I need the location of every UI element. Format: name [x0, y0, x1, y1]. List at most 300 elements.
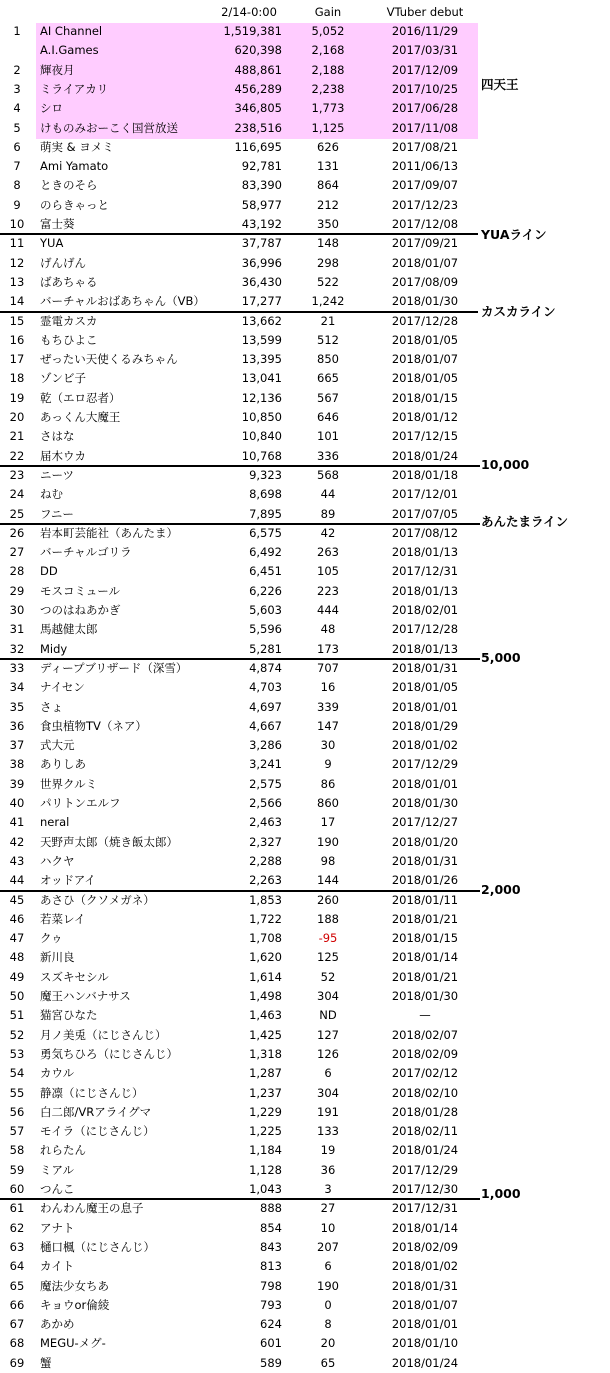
debut-cell: 2017/08/09 — [391, 274, 459, 289]
rank-cell: 31 — [9, 622, 25, 637]
debut-cell: 2018/01/26 — [391, 873, 459, 888]
rank-cell: 16 — [9, 332, 25, 347]
debut-cell: 2018/01/31 — [391, 853, 459, 868]
debut-cell: 2018/01/01 — [391, 776, 459, 791]
subscribers-cell: 83,390 — [241, 178, 282, 193]
subscribers-cell: 854 — [260, 1220, 282, 1235]
subscribers-cell: 7,895 — [249, 506, 282, 521]
rank-cell: 21 — [9, 429, 25, 444]
gain-cell: 65 — [320, 1355, 336, 1370]
name-cell: MEGU-メグ- — [40, 1336, 106, 1351]
subscribers-cell: 37,787 — [241, 236, 282, 251]
marker-label: 10,000 — [481, 457, 530, 472]
name-cell: つのはねあかぎ — [40, 603, 121, 617]
debut-cell: 2017/03/31 — [391, 43, 459, 58]
gain-cell: 188 — [317, 911, 339, 926]
gain-cell: 125 — [317, 950, 339, 965]
debut-cell: 2018/02/10 — [391, 1085, 459, 1100]
marker-label: 5,000 — [481, 650, 521, 665]
rank-cell: 67 — [9, 1317, 25, 1332]
gain-cell: 1,242 — [311, 294, 345, 309]
subscribers-cell: 6,492 — [249, 545, 282, 560]
name-cell: れらたん — [40, 1143, 86, 1158]
divider-line — [0, 311, 478, 313]
gain-cell: 20 — [320, 1336, 336, 1351]
gain-cell: 190 — [317, 1278, 339, 1293]
rank-cell: 5 — [13, 120, 21, 135]
rank-cell: 36 — [9, 718, 25, 733]
rank-cell: 41 — [9, 815, 25, 830]
name-cell: 萌実 & ヨメミ — [40, 139, 114, 154]
name-cell: オッドアイ — [40, 873, 96, 888]
rank-cell: 56 — [9, 1104, 25, 1119]
gain-cell: 646 — [317, 410, 339, 424]
subscribers-cell: 1,225 — [249, 1124, 282, 1139]
name-cell: Ami Yamato — [40, 159, 109, 174]
gain-cell: 5,052 — [311, 24, 345, 38]
name-cell: 世界クルミ — [40, 776, 98, 791]
rank-cell: 64 — [9, 1259, 25, 1274]
subscribers-cell: 1,498 — [249, 989, 282, 1003]
gain-cell: 44 — [320, 487, 336, 502]
debut-cell: 2018/01/02 — [391, 738, 459, 753]
name-cell: 猫宮ひなた — [40, 1008, 98, 1023]
gain-cell: 2,168 — [311, 43, 345, 58]
subscribers-cell: 1,184 — [249, 1143, 282, 1158]
name-cell: 輝夜月 — [40, 62, 75, 77]
debut-cell: 2018/01/30 — [391, 796, 459, 810]
rank-cell: 69 — [9, 1355, 25, 1370]
rank-cell: 38 — [9, 757, 25, 772]
rank-cell: 8 — [13, 178, 21, 193]
gain-cell: 512 — [317, 332, 339, 347]
debut-cell: 2018/01/30 — [391, 294, 459, 309]
name-cell: 勇気ちひろ（にじさんじ） — [40, 1046, 178, 1061]
gain-cell: 665 — [317, 371, 339, 386]
name-cell: DD — [40, 564, 58, 579]
name-cell: わんわん魔王の息子 — [40, 1201, 144, 1216]
gain-cell: 17 — [320, 815, 336, 830]
subscribers-cell: 3,286 — [249, 738, 282, 753]
name-cell: ねむ — [40, 487, 63, 502]
rank-cell: 44 — [9, 873, 25, 888]
subscribers-cell: 1,425 — [249, 1027, 282, 1042]
name-cell: ゾンビ子 — [40, 371, 86, 386]
rank-cell — [4, 41, 30, 60]
debut-cell: 2018/01/31 — [391, 1278, 459, 1293]
subscribers-cell: 1,229 — [249, 1104, 282, 1119]
subscribers-cell: 1,237 — [249, 1085, 282, 1100]
gain-cell: 567 — [317, 390, 339, 405]
subscribers-cell: 4,874 — [249, 660, 282, 675]
gain-cell: 10 — [320, 1220, 336, 1235]
debut-cell: 2018/01/21 — [391, 911, 459, 926]
name-cell: 静凛（にじさんじ） — [40, 1085, 144, 1100]
subscribers-cell: 2,575 — [249, 776, 282, 791]
debut-cell: 2017/09/21 — [391, 236, 459, 251]
name-cell: ぜったい天使くるみちゃん — [40, 352, 178, 367]
gain-cell: 21 — [320, 313, 336, 328]
name-cell: 白二郎/VRアライグマ — [40, 1104, 152, 1119]
rank-cell: 17 — [9, 352, 25, 367]
rank-cell: 29 — [9, 583, 25, 598]
debut-cell: 2017/02/12 — [391, 1066, 459, 1081]
rank-cell: 54 — [9, 1066, 25, 1081]
debut-cell: 2017/12/01 — [391, 487, 459, 502]
debut-cell: 2017/08/12 — [391, 525, 459, 540]
debut-cell: 2018/01/01 — [391, 1317, 459, 1332]
rank-cell: 68 — [9, 1336, 25, 1351]
rank-cell: 46 — [9, 911, 25, 926]
gain-cell: 98 — [320, 853, 336, 868]
subscribers-cell: 346,805 — [234, 101, 282, 116]
subscribers-cell: 6,226 — [249, 583, 282, 598]
gain-cell: 350 — [317, 217, 339, 231]
name-cell: 若菜レイ — [40, 911, 86, 926]
debut-cell: 2018/01/10 — [391, 1336, 459, 1351]
subscribers-cell: 2,288 — [249, 853, 282, 868]
debut-cell: 2018/02/01 — [391, 603, 459, 617]
rank-cell: 45 — [9, 892, 25, 907]
subscribers-cell: 620,398 — [234, 43, 282, 58]
gain-cell: 30 — [320, 738, 336, 753]
debut-cell: 2018/01/14 — [391, 950, 459, 965]
name-cell: シロ — [40, 101, 63, 116]
rank-cell: 50 — [9, 989, 25, 1003]
subscribers-cell: 1,318 — [249, 1046, 282, 1061]
name-cell: ナイセン — [40, 680, 85, 695]
subscribers-cell: 2,463 — [249, 815, 282, 830]
subscribers-cell: 4,667 — [249, 718, 282, 733]
rank-cell: 32 — [9, 641, 25, 656]
debut-cell: 2018/01/15 — [391, 390, 459, 405]
gain-cell: 27 — [320, 1201, 336, 1216]
debut-cell: 2018/01/24 — [391, 1143, 459, 1158]
subscribers-cell: 17,277 — [241, 294, 282, 309]
debut-cell: 2018/01/07 — [391, 255, 459, 270]
gain-cell: 52 — [320, 969, 336, 984]
name-cell: ときのそら — [40, 178, 98, 193]
gain-cell: 19 — [320, 1143, 336, 1158]
gain-cell: 1,773 — [311, 101, 345, 116]
name-cell: A.I.Games — [40, 43, 99, 58]
debut-cell: 2018/01/12 — [391, 410, 459, 424]
marker-label: 1,000 — [481, 1186, 521, 1201]
gain-cell: 16 — [320, 680, 336, 695]
gain-cell: 127 — [317, 1027, 339, 1042]
rank-cell: 37 — [9, 738, 25, 753]
name-cell: バーチャルおばあちゃん（VB） — [40, 294, 205, 309]
name-cell: スズキセシル — [40, 969, 109, 984]
rank-cell: 49 — [9, 969, 25, 984]
rank-cell: 20 — [9, 410, 25, 424]
debut-cell: 2017/12/30 — [391, 1182, 459, 1196]
debut-cell: 2017/10/25 — [391, 81, 459, 96]
debut-cell: 2018/01/01 — [391, 699, 459, 714]
gain-cell: 2,188 — [311, 62, 345, 77]
debut-cell: 2017/08/21 — [391, 139, 459, 154]
name-cell: 届木ウカ — [40, 448, 86, 463]
name-cell: 食虫植物TV（ネア） — [40, 718, 147, 733]
gain-cell: 1,125 — [311, 120, 345, 135]
rank-cell: 23 — [9, 467, 25, 482]
name-cell: 樋口楓（にじさんじ） — [40, 1239, 155, 1254]
rank-cell: 4 — [13, 101, 21, 116]
debut-cell: 2017/12/29 — [391, 1162, 459, 1177]
debut-cell: 2018/01/30 — [391, 989, 459, 1003]
gain-cell: 850 — [317, 352, 339, 367]
subscribers-cell: 456,289 — [234, 81, 282, 96]
gain-cell: 133 — [317, 1124, 339, 1139]
name-cell: 魔王ハンバナサス — [40, 989, 131, 1003]
subscribers-cell: 843 — [260, 1239, 282, 1254]
subscribers-cell: 4,703 — [249, 680, 282, 695]
divider-line — [0, 523, 480, 525]
rank-cell: 19 — [9, 390, 25, 405]
debut-cell: 2018/02/07 — [391, 1027, 459, 1042]
gain-cell: 131 — [317, 159, 339, 174]
subscribers-cell: 5,281 — [249, 641, 282, 656]
subscribers-cell: 10,840 — [241, 429, 282, 444]
gain-cell: 147 — [317, 718, 339, 733]
gain-cell: 212 — [317, 197, 339, 212]
rank-cell: 24 — [9, 487, 25, 502]
gain-cell: 148 — [317, 236, 339, 251]
subscribers-cell: 793 — [260, 1297, 282, 1312]
debut-cell: 2018/01/14 — [391, 1220, 459, 1235]
rank-cell: 34 — [9, 680, 25, 695]
rank-cell: 14 — [9, 294, 25, 309]
debut-cell: 2018/01/20 — [391, 834, 459, 849]
name-cell: つんこ — [40, 1182, 75, 1196]
gain-cell: 191 — [317, 1104, 339, 1119]
name-cell: けものみおーこく国営放送 — [40, 120, 178, 135]
rank-cell: 58 — [9, 1143, 25, 1158]
name-cell: ありしあ — [40, 757, 86, 772]
rank-cell: 27 — [9, 545, 25, 560]
subscribers-cell: 1,128 — [249, 1162, 282, 1177]
rank-cell: 63 — [9, 1239, 25, 1254]
rank-cell: 10 — [9, 217, 25, 231]
name-cell: YUA — [40, 236, 64, 251]
rank-cell: 6 — [13, 139, 21, 154]
gain-cell: 101 — [317, 429, 339, 444]
subscribers-cell: 888 — [260, 1201, 282, 1216]
gain-cell: 298 — [317, 255, 339, 270]
debut-cell: 2011/06/13 — [391, 159, 459, 174]
name-cell: 馬越健太郎 — [40, 622, 98, 637]
subscribers-cell: 43,192 — [241, 217, 282, 231]
debut-cell: 2018/01/11 — [391, 892, 459, 907]
name-cell: クゥ — [40, 931, 63, 946]
debut-cell: 2017/11/08 — [391, 120, 459, 135]
debut-cell: 2018/01/02 — [391, 1259, 459, 1274]
subscribers-cell: 10,850 — [241, 410, 282, 424]
subscribers-cell: 813 — [260, 1259, 282, 1274]
subscribers-cell: 13,041 — [241, 371, 282, 386]
rank-cell: 30 — [9, 603, 25, 617]
gain-cell: 89 — [320, 506, 336, 521]
gain-cell: 263 — [317, 545, 339, 560]
name-cell: 天野声太郎（焼き飯太郎） — [40, 834, 178, 849]
gain-cell: 707 — [317, 660, 339, 675]
rank-cell: 66 — [9, 1297, 25, 1312]
header-debut: VTuber debut — [386, 5, 464, 19]
debut-cell: 2016/11/29 — [391, 24, 459, 38]
rank-cell: 55 — [9, 1085, 25, 1100]
gain-cell: 105 — [317, 564, 339, 579]
debut-cell: 2017/12/09 — [391, 62, 459, 77]
subscribers-cell: 601 — [260, 1336, 282, 1351]
rank-cell: 52 — [9, 1027, 25, 1042]
debut-cell: 2018/01/13 — [391, 641, 459, 656]
rank-cell: 18 — [9, 371, 25, 386]
rank-cell: 22 — [9, 448, 25, 463]
rank-cell: 25 — [9, 506, 25, 521]
debut-cell: 2017/07/05 — [391, 506, 459, 521]
name-cell: さょ — [40, 699, 63, 714]
debut-cell: 2018/01/18 — [391, 467, 459, 482]
name-cell: あっくん大魔王 — [40, 410, 121, 424]
marker-label: あんたまライン — [481, 514, 569, 529]
debut-cell: 2018/02/11 — [391, 1124, 459, 1139]
name-cell: フニー — [40, 506, 74, 521]
rank-cell: 35 — [9, 699, 25, 714]
gain-cell: 36 — [320, 1162, 336, 1177]
subscribers-cell: 12,136 — [241, 390, 282, 405]
name-cell: カウル — [40, 1066, 75, 1081]
name-cell: カイト — [40, 1259, 75, 1274]
subscribers-cell: 13,662 — [241, 313, 282, 328]
subscribers-cell: 4,697 — [249, 699, 282, 714]
subscribers-cell: 1,722 — [249, 911, 282, 926]
name-cell: 月ノ美兎（にじさんじ） — [40, 1027, 167, 1042]
subscribers-cell: 6,575 — [249, 525, 282, 540]
subscribers-cell: 1,620 — [249, 950, 282, 965]
subscribers-cell: 36,430 — [241, 274, 282, 289]
name-cell: モスコミュール — [40, 583, 121, 598]
gain-cell: 444 — [317, 603, 339, 617]
gain-cell: ND — [319, 1008, 337, 1023]
gain-cell: 3 — [324, 1182, 332, 1196]
subscribers-cell: 36,996 — [241, 255, 282, 270]
name-cell: モイラ（にじさんじ） — [40, 1124, 155, 1139]
marker-label: 2,000 — [481, 882, 521, 897]
gain-cell: 522 — [317, 274, 339, 289]
subscribers-cell: 13,395 — [241, 352, 282, 367]
subscribers-cell: 1,287 — [249, 1066, 282, 1081]
marker-label: 四天王 — [481, 77, 519, 92]
rank-cell: 7 — [13, 159, 21, 174]
gain-cell: 260 — [317, 892, 339, 907]
name-cell: 新川良 — [40, 950, 75, 965]
rank-cell: 39 — [9, 776, 25, 791]
subscribers-cell: 10,768 — [241, 448, 282, 463]
gain-cell: 0 — [324, 1297, 332, 1312]
name-cell: もちひよこ — [40, 332, 98, 347]
debut-cell: 2017/09/07 — [391, 178, 459, 193]
subscribers-cell: 1,463 — [249, 1008, 282, 1023]
debut-cell: 2018/01/05 — [391, 680, 459, 695]
gain-cell: 223 — [317, 583, 339, 598]
name-cell: アナト — [40, 1220, 75, 1235]
subscribers-cell: 624 — [260, 1317, 282, 1332]
subscribers-cell: 1,853 — [249, 892, 282, 907]
rank-cell: 11 — [9, 236, 25, 251]
subscribers-cell: 1,614 — [249, 969, 282, 984]
name-cell: Midy — [40, 641, 68, 656]
rank-cell: 9 — [13, 197, 21, 212]
debut-cell: 2018/01/24 — [391, 448, 459, 463]
name-cell: 蟹 — [40, 1355, 52, 1370]
rank-cell: 48 — [9, 950, 25, 965]
name-cell: ニーツ — [40, 467, 75, 482]
debut-cell: 2018/01/13 — [391, 545, 459, 560]
gain-cell: 144 — [317, 873, 339, 888]
name-cell: あかめ — [40, 1317, 75, 1332]
divider-line — [0, 1198, 480, 1200]
name-cell: ハクヤ — [40, 853, 75, 868]
debut-cell: 2018/01/15 — [391, 931, 459, 946]
rank-cell: 60 — [9, 1182, 25, 1196]
gain-cell: 304 — [317, 989, 339, 1003]
rank-cell: 47 — [9, 931, 25, 946]
subscribers-cell: 2,263 — [249, 873, 282, 888]
name-cell: さはな — [40, 429, 75, 444]
gain-cell: 339 — [317, 699, 339, 714]
name-cell: 岩本町芸能社（あんたま） — [40, 525, 178, 540]
rank-cell: 62 — [9, 1220, 25, 1235]
gain-cell: 86 — [320, 776, 336, 791]
debut-cell: — — [419, 1008, 431, 1023]
header-gain: Gain — [314, 5, 342, 19]
gain-cell: 9 — [324, 757, 332, 772]
debut-cell: 2018/01/07 — [391, 1297, 459, 1312]
rank-cell: 51 — [9, 1008, 25, 1023]
debut-cell: 2017/12/28 — [391, 313, 459, 328]
rank-cell: 53 — [9, 1046, 25, 1061]
rank-cell: 65 — [9, 1278, 25, 1293]
rank-cell: 40 — [9, 796, 25, 810]
debut-cell: 2018/02/09 — [391, 1046, 459, 1061]
rank-cell: 42 — [9, 834, 25, 849]
gain-cell: 126 — [317, 1046, 339, 1061]
subscribers-cell: 116,695 — [234, 139, 282, 154]
debut-cell: 2017/12/23 — [391, 197, 459, 212]
debut-cell: 2018/01/05 — [391, 371, 459, 386]
marker-label: YUAライン — [481, 227, 547, 242]
subscribers-cell: 589 — [260, 1355, 282, 1370]
rank-cell: 57 — [9, 1124, 25, 1139]
subscribers-cell: 798 — [260, 1278, 282, 1293]
subscribers-cell: 13,599 — [241, 332, 282, 347]
gain-cell: 6 — [324, 1066, 332, 1081]
debut-cell: 2018/01/07 — [391, 352, 459, 367]
name-cell: neral — [40, 815, 70, 830]
gain-cell: 48 — [320, 622, 336, 637]
debut-cell: 2018/02/09 — [391, 1239, 459, 1254]
gain-cell: 42 — [320, 525, 336, 540]
rank-cell: 33 — [9, 660, 25, 675]
name-cell: パリトンエルフ — [40, 796, 121, 810]
rank-cell: 12 — [9, 255, 25, 270]
gain-cell: 6 — [324, 1259, 332, 1274]
gain-cell: 207 — [317, 1239, 339, 1254]
name-cell: ミアル — [40, 1162, 75, 1177]
divider-line — [0, 465, 480, 467]
rank-cell: 59 — [9, 1162, 25, 1177]
debut-cell: 2017/12/27 — [391, 815, 459, 830]
